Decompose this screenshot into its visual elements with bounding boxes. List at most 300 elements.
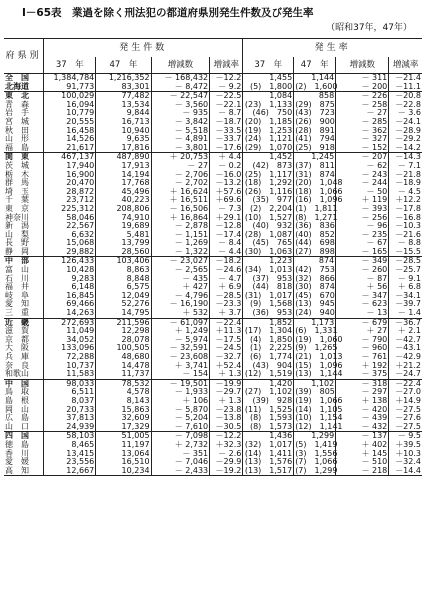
cell-count-37: 11,049: [44, 327, 96, 336]
cell-count-37: 20,733: [44, 406, 96, 415]
cell-rate-47: (9) 1,265: [295, 343, 338, 353]
prefecture-name: 北海道: [4, 83, 44, 92]
cell-rate-change-rate: －24.7: [389, 370, 422, 379]
cell-count-37: 12,667: [44, 467, 96, 476]
cell-rate-change: － 679: [336, 318, 389, 327]
cell-rate-47: (15) 1,096: [295, 360, 343, 370]
prefecture-name: 島 根: [5, 395, 29, 405]
cell-rate-change-rate: －10.3: [389, 222, 422, 231]
cell-count-change-rate: －17.4: [210, 231, 243, 240]
cell-rate-change-rate: －21.4: [389, 74, 422, 83]
cell-rate-change: － 165: [336, 248, 389, 257]
table-row: [4, 266, 422, 275]
cell-count-47: 9,635: [96, 135, 151, 144]
cell-count-47: 14,194: [96, 171, 151, 180]
cell-count-change: － 2,706: [151, 171, 210, 180]
cell-rate-47: (2) 1,600: [295, 81, 338, 91]
prefecture-name: 奈 良: [5, 360, 29, 370]
cell-rate-37: (12) 1,519: [243, 370, 294, 379]
cell-rate-47: (19) 1,066: [295, 395, 343, 405]
cell-count-37: 28,872: [44, 188, 96, 197]
cell-rate-37: (4) 1,850: [243, 336, 294, 345]
cell-count-change-rate: ＋32.3: [210, 441, 243, 450]
cell-rate-change-rate: － 7.1: [389, 162, 422, 171]
cell-count-47: 16,713: [96, 118, 151, 127]
cell-rate-47: (3) 1,556: [295, 448, 338, 458]
cell-count-change: ＋ 106: [151, 397, 210, 406]
cell-rate-37: (34) 1,013: [243, 266, 294, 275]
cell-rate-37: (8) 1,593: [243, 414, 294, 423]
cell-rate-change-rate: －27.6: [389, 414, 422, 423]
cell-count-change: － 2,702: [151, 179, 210, 188]
cell-count-47: 100,505: [96, 344, 151, 353]
cell-rate-47: (43) 723: [295, 108, 335, 118]
cell-count-change-rate: ＋ 1.3: [210, 397, 243, 406]
cell-rate-37: 1,420: [243, 379, 294, 388]
cell-count-47: 13,799: [96, 239, 151, 248]
cell-rate-change: － 420: [336, 406, 389, 415]
cell-count-change: － 4,796: [151, 292, 210, 301]
cell-count-change: － 5,518: [151, 127, 210, 136]
cell-rate-37: (8) 1,573: [243, 423, 294, 432]
header-count-47: 47 年: [96, 57, 151, 74]
cell-rate-37: (45) 765: [243, 239, 294, 248]
cell-count-47: 74,910: [96, 214, 151, 223]
cell-rate-37: (5) 1,800: [243, 83, 294, 92]
cell-count-change-rate: － 2.6: [210, 450, 243, 459]
cell-rate-change-rate: －17.8: [389, 205, 422, 214]
cell-rate-47: 1,173: [294, 318, 336, 327]
cell-count-change-rate: － 8.7: [210, 109, 243, 118]
cell-count-37: 72,288: [44, 353, 96, 362]
cell-count-37: 16,458: [44, 127, 96, 136]
cell-rate-change: － 297: [336, 388, 389, 397]
cell-count-47: 52,276: [96, 300, 151, 309]
prefecture-name: 福 井: [5, 282, 29, 292]
cell-count-47: 8,863: [96, 266, 151, 275]
cell-count-change-rate: －30.5: [210, 423, 243, 432]
cell-count-change-rate: －18.7: [210, 118, 243, 127]
cell-rate-change: － 27: [336, 109, 389, 118]
cell-count-37: 16,094: [44, 101, 96, 110]
cell-count-37: 1,384,784: [44, 74, 96, 83]
prefecture-name: 静 岡: [4, 248, 44, 257]
cell-count-change: － 16,190: [151, 300, 210, 309]
cell-rate-change-rate: －36.7: [389, 318, 422, 327]
prefecture-name: 栃 木: [5, 169, 29, 179]
cell-count-change: － 22,547: [151, 92, 210, 101]
prefecture-name: 福 島: [4, 144, 44, 153]
prefecture-name: 徳 島: [5, 439, 29, 449]
cell-count-47: 487,890: [96, 153, 151, 162]
cell-rate-37: (32) 1,017: [243, 441, 294, 450]
cell-count-37: 21,617: [44, 144, 96, 153]
cell-rate-change-rate: －15.5: [389, 248, 422, 257]
cell-rate-37: (46) 750: [243, 109, 294, 118]
cell-rate-change: － 87: [336, 275, 389, 284]
cell-count-37: 23,712: [44, 196, 96, 205]
cell-rate-47: (44) 698: [295, 238, 335, 248]
cell-rate-change: － 393: [336, 205, 389, 214]
cell-count-change-rate: －12.2: [210, 432, 243, 441]
cell-rate-47: (29) 875: [295, 99, 335, 109]
cell-count-47: 14,795: [96, 309, 151, 318]
cell-count-37: 20,470: [44, 179, 96, 188]
cell-count-37: 34,052: [44, 336, 96, 345]
cell-rate-change-rate: －27.5: [389, 406, 422, 415]
cell-rate-37: (9) 1,568: [243, 300, 294, 309]
cell-rate-change-rate: －18.9: [389, 179, 422, 188]
prefecture-name: 鳥 取: [5, 387, 29, 397]
prefecture-name: 千 葉: [5, 195, 29, 205]
cell-rate-37: (29) 1,070: [243, 144, 294, 153]
cell-count-37: 8,037: [44, 397, 96, 406]
cell-rate-change-rate: －27.0: [389, 388, 422, 397]
cell-count-change: ＋ 16,624: [151, 188, 210, 197]
cell-count-47: 48,680: [96, 353, 151, 362]
cell-count-change: － 7,098: [151, 432, 210, 441]
cell-rate-37: 1,452: [243, 153, 294, 162]
cell-count-change-rate: ＋57.6: [210, 188, 243, 197]
cell-count-change-rate: －33.5: [210, 127, 243, 136]
cell-rate-37: (1) 2,225: [243, 344, 294, 353]
cell-rate-47: (26) 900: [295, 116, 335, 126]
header-rate-group: 発生率: [243, 39, 422, 58]
cell-count-change-rate: －12.8: [210, 222, 243, 231]
cell-rate-change: － 510: [336, 458, 389, 467]
cell-count-change: － 2,433: [151, 467, 210, 476]
cell-rate-change-rate: － 4.5: [389, 188, 422, 197]
cell-rate-37: (11) 1,525: [243, 406, 294, 415]
cell-count-37: 20,555: [44, 118, 96, 127]
cell-rate-change: － 311: [336, 74, 389, 83]
cell-count-change-rate: －13.2: [210, 179, 243, 188]
cell-rate-47: (19) 1,060: [295, 334, 343, 344]
cell-rate-37: (18) 1,292: [243, 179, 294, 188]
prefecture-name: 神奈川: [5, 212, 29, 222]
cell-count-change-rate: －22.4: [210, 318, 243, 327]
cell-rate-change-rate: －21.8: [389, 171, 422, 180]
cell-count-37: 15,068: [44, 239, 96, 248]
cell-rate-37: (13) 1,517: [243, 467, 294, 476]
cell-count-change-rate: ＋ 3.7: [210, 309, 243, 318]
cell-rate-change-rate: －42.9: [389, 353, 422, 362]
cell-count-change: ＋ 16,864: [151, 214, 210, 223]
cell-rate-change-rate: ＋14.9: [389, 397, 422, 406]
prefecture-name: 近 畿: [5, 317, 29, 327]
cell-count-change: － 935: [151, 109, 210, 118]
cell-rate-47: (28) 891: [295, 125, 335, 135]
cell-rate-change: － 218: [336, 467, 389, 476]
header-rate-47: 47 年: [294, 57, 336, 74]
cell-rate-37: 1,455: [243, 74, 294, 83]
cell-rate-37: (19) 1,253: [243, 127, 294, 136]
cell-rate-47: (45) 670: [295, 290, 335, 300]
cell-rate-37: (40) 932: [243, 222, 294, 231]
cell-rate-47: (13) 1,144: [295, 369, 343, 379]
header-count-37: 37 年: [44, 57, 96, 74]
prefecture-name: 長 野: [5, 238, 29, 248]
cell-count-change: － 2,565: [151, 266, 210, 275]
cell-rate-47: (30) 874: [295, 282, 335, 292]
cell-count-37: 11,583: [44, 370, 96, 379]
cell-count-change-rate: －28.5: [210, 292, 243, 301]
cell-rate-change: ＋ 119: [336, 196, 389, 205]
cell-rate-change: － 13: [336, 309, 389, 318]
prefecture-name: 東 京: [5, 203, 29, 213]
cell-count-change: － 1,933: [151, 388, 210, 397]
table-note: （昭和37年，47年）: [326, 23, 412, 33]
cell-rate-change: － 62: [336, 162, 389, 171]
cell-count-47: 40,223: [96, 196, 151, 205]
cell-rate-37: (44) 818: [243, 283, 294, 292]
cell-rate-change-rate: － 3.6: [389, 109, 422, 118]
cell-count-change: ＋ 3,741: [151, 362, 210, 371]
cell-count-change-rate: －13.8: [210, 414, 243, 423]
cell-rate-47: (41) 794: [295, 134, 335, 144]
prefecture-name: 和歌山: [4, 370, 44, 379]
prefecture-name: 新 潟: [5, 221, 29, 231]
cell-rate-change-rate: －16.8: [389, 214, 422, 223]
cell-rate-change: － 439: [336, 414, 389, 423]
cell-count-change: － 27: [151, 162, 210, 171]
data-table: [4, 38, 422, 476]
cell-count-47: 45,496: [96, 188, 151, 197]
cell-rate-37: (28) 1,087: [243, 231, 294, 240]
cell-rate-change-rate: －14.2: [389, 144, 422, 153]
cell-count-change-rate: － 4.4: [210, 248, 243, 257]
prefecture-name: 青 森: [5, 99, 29, 109]
cell-rate-47: (18) 1,066: [295, 186, 343, 196]
cell-count-change: ＋ 2,732: [151, 441, 210, 450]
cell-rate-change: ＋ 27: [336, 327, 389, 336]
prefecture-name: 茨 城: [5, 160, 29, 170]
cell-count-change-rate: ＋ 6.9: [210, 283, 243, 292]
cell-rate-47: (14) 1,105: [295, 404, 343, 414]
cell-count-37: 29,882: [44, 248, 96, 257]
cell-count-47: 12,298: [96, 327, 151, 336]
cell-count-change-rate: － 7.3: [210, 205, 243, 214]
cell-count-change: － 5,870: [151, 406, 210, 415]
cell-count-change: － 5,204: [151, 414, 210, 423]
cell-count-37: 23,556: [44, 458, 96, 467]
cell-count-change: － 7,610: [151, 423, 210, 432]
cell-rate-change-rate: ＋10.3: [389, 450, 422, 459]
cell-count-change-rate: ＋ 4.4: [210, 153, 243, 162]
cell-rate-47: 1,299: [294, 432, 336, 441]
cell-rate-change: － 235: [336, 231, 389, 240]
cell-count-change-rate: －24.5: [210, 344, 243, 353]
cell-rate-change: － 96: [336, 222, 389, 231]
cell-rate-change: － 152: [336, 144, 389, 153]
prefecture-name: 岩 手: [5, 108, 29, 118]
cell-rate-37: (2) 2,204: [243, 205, 294, 214]
cell-rate-change: － 432: [336, 423, 389, 432]
cell-count-change-rate: － 8.4: [210, 239, 243, 248]
cell-count-47: 51,005: [96, 432, 151, 441]
cell-rate-37: (27) 1,102: [243, 388, 294, 397]
cell-count-change: － 3,801: [151, 144, 210, 153]
cell-count-47: 5,481: [96, 231, 151, 240]
cell-count-change-rate: －32.7: [210, 353, 243, 362]
cell-count-change: － 4,891: [151, 135, 210, 144]
cell-rate-47: (39) 805: [295, 387, 335, 397]
cell-count-change: － 23,027: [151, 257, 210, 266]
cell-rate-47: (10) 1,154: [295, 413, 343, 423]
cell-count-change: － 1,322: [151, 248, 210, 257]
cell-rate-change: ＋ 145: [336, 450, 389, 459]
cell-count-change-rate: －22.5: [210, 92, 243, 101]
cell-count-change-rate: －18.2: [210, 257, 243, 266]
cell-count-47: 78,532: [96, 379, 151, 388]
cell-count-change-rate: － 4.7: [210, 275, 243, 284]
cell-count-37: 6,632: [44, 231, 96, 240]
cell-count-change: － 168,432: [151, 74, 210, 83]
cell-count-change: － 23,608: [151, 353, 210, 362]
prefecture-name: 群 馬: [5, 178, 29, 188]
prefecture-name: 広 島: [5, 413, 29, 423]
cell-rate-47: (6) 1,331: [295, 326, 338, 336]
prefecture-name: 中 部: [5, 256, 29, 266]
prefecture-name: 石 川: [5, 273, 29, 283]
header-count-change: 増減数: [151, 57, 210, 74]
prefecture-name: 愛 知: [5, 299, 29, 309]
cell-count-47: 17,768: [96, 179, 151, 188]
cell-count-47: 6,575: [96, 283, 151, 292]
prefecture-name: 全 国: [5, 73, 29, 82]
cell-count-change: ＋ 20,753: [151, 153, 210, 162]
cell-count-change-rate: － 9.2: [210, 83, 243, 92]
table-row: [4, 467, 422, 476]
cell-rate-change-rate: －25.7: [389, 266, 422, 275]
cell-count-47: 11,737: [96, 370, 151, 379]
cell-rate-change: ＋ 192: [336, 362, 389, 371]
region-row: [4, 432, 422, 441]
cell-rate-37: (37) 953: [243, 275, 294, 284]
cell-rate-change: ＋ 138: [336, 397, 389, 406]
cell-count-47: 13,064: [96, 450, 151, 459]
cell-rate-change: ＋ 402: [336, 441, 389, 450]
cell-rate-47: 1,245: [294, 153, 336, 162]
table-row: [4, 309, 422, 318]
prefecture-name: 山 形: [5, 134, 29, 144]
cell-rate-47: (36) 836: [295, 221, 335, 231]
cell-count-change-rate: －12.2: [210, 74, 243, 83]
header-prefecture: 府県別: [4, 39, 44, 74]
cell-count-change: － 8,472: [151, 83, 210, 92]
cell-count-change-rate: － 0.2: [210, 162, 243, 171]
cell-count-47: 9,844: [96, 109, 151, 118]
prefecture-name: 京 都: [5, 334, 29, 344]
cell-count-37: 17,940: [44, 162, 96, 171]
header-rate-change-rate: 増減率: [389, 57, 422, 74]
cell-rate-change: － 375: [336, 370, 389, 379]
region-row: [4, 379, 422, 388]
cell-count-47: 77,482: [96, 92, 151, 101]
cell-count-change: － 3,560: [151, 101, 210, 110]
cell-rate-47: (12) 1,141: [295, 421, 343, 431]
cell-count-change-rate: ＋29.1: [210, 214, 243, 223]
table-row: [4, 388, 422, 397]
cell-rate-change-rate: ＋21.2: [389, 362, 422, 371]
cell-rate-37: (13) 1,576: [243, 458, 294, 467]
cell-rate-change: － 200: [336, 83, 389, 92]
cell-count-change: － 16,506: [151, 205, 210, 214]
cell-rate-37: (36) 953: [243, 309, 294, 318]
header-rate-change: 増減数: [336, 57, 389, 74]
cell-rate-37: (42) 873: [243, 162, 294, 171]
cell-rate-37: (17) 1,304: [243, 327, 294, 336]
table-body: [4, 74, 422, 476]
cell-count-47: 10,940: [96, 127, 151, 136]
cell-count-37: 13,415: [44, 450, 96, 459]
cell-rate-37: (31) 1,017: [243, 292, 294, 301]
cell-rate-change: － 318: [336, 379, 389, 388]
prefecture-name: 四 国: [5, 431, 29, 441]
cell-rate-change-rate: ＋39.5: [389, 441, 422, 450]
cell-count-change-rate: －17.6: [210, 144, 243, 153]
cell-count-change: － 435: [151, 275, 210, 284]
cell-count-47: 211,596: [96, 318, 151, 327]
cell-rate-change-rate: －43.1: [389, 344, 422, 353]
cell-rate-change-rate: －39.7: [389, 300, 422, 309]
cell-count-37: 91,773: [44, 83, 96, 92]
cell-rate-change-rate: －22.8: [389, 101, 422, 110]
cell-count-change: － 351: [151, 450, 210, 459]
cell-rate-47: (20) 1,048: [295, 178, 343, 188]
cell-count-47: 11,197: [96, 441, 151, 450]
cell-count-37: 16,900: [44, 171, 96, 180]
cell-count-37: 225,312: [44, 205, 96, 214]
cell-rate-change: － 50: [336, 188, 389, 197]
cell-rate-change-rate: －21.6: [389, 231, 422, 240]
cell-rate-change-rate: ＋ 2.1: [389, 327, 422, 336]
cell-count-37: 24,939: [44, 423, 96, 432]
cell-count-47: 12,049: [96, 292, 151, 301]
cell-count-47: 8,143: [96, 397, 151, 406]
cell-rate-47: (32) 866: [295, 273, 335, 283]
cell-count-change-rate: ＋ 1.3: [210, 370, 243, 379]
cell-count-47: 4,578: [96, 388, 151, 397]
cell-rate-47: (27) 898: [295, 246, 335, 256]
cell-rate-change-rate: －14.3: [389, 153, 422, 162]
cell-count-change: ＋ 427: [151, 283, 210, 292]
cell-rate-47: (1) 1,811: [295, 203, 338, 213]
cell-count-47: 208,806: [96, 205, 151, 214]
cell-rate-change-rate: －32.4: [389, 458, 422, 467]
cell-rate-37: 1,084: [243, 92, 294, 101]
cell-count-47: 28,078: [96, 336, 151, 345]
cell-rate-change: － 137: [336, 432, 389, 441]
cell-count-change-rate: －16.0: [210, 171, 243, 180]
cell-rate-37: (30) 1,063: [243, 248, 294, 257]
cell-rate-47: (7) 1,299: [295, 465, 338, 475]
table-row: [4, 222, 422, 231]
cell-count-change-rate: －33.7: [210, 135, 243, 144]
cell-rate-47: (8) 1,271: [295, 212, 338, 222]
prefecture-name: 東 北: [5, 91, 29, 101]
cell-rate-change: － 243: [336, 171, 389, 180]
cell-rate-change-rate: －27.5: [389, 423, 422, 432]
cell-count-37: 6,148: [44, 283, 96, 292]
cell-rate-37: (23) 1,133: [243, 101, 294, 110]
cell-count-change: ＋ 1,249: [151, 327, 210, 336]
cell-rate-37: (24) 1,121: [243, 135, 294, 144]
cell-count-47: 13,534: [96, 101, 151, 110]
prefecture-name: 岐 阜: [5, 290, 29, 300]
cell-rate-47: (37) 811: [295, 160, 335, 170]
cell-count-change: － 61,097: [151, 318, 210, 327]
